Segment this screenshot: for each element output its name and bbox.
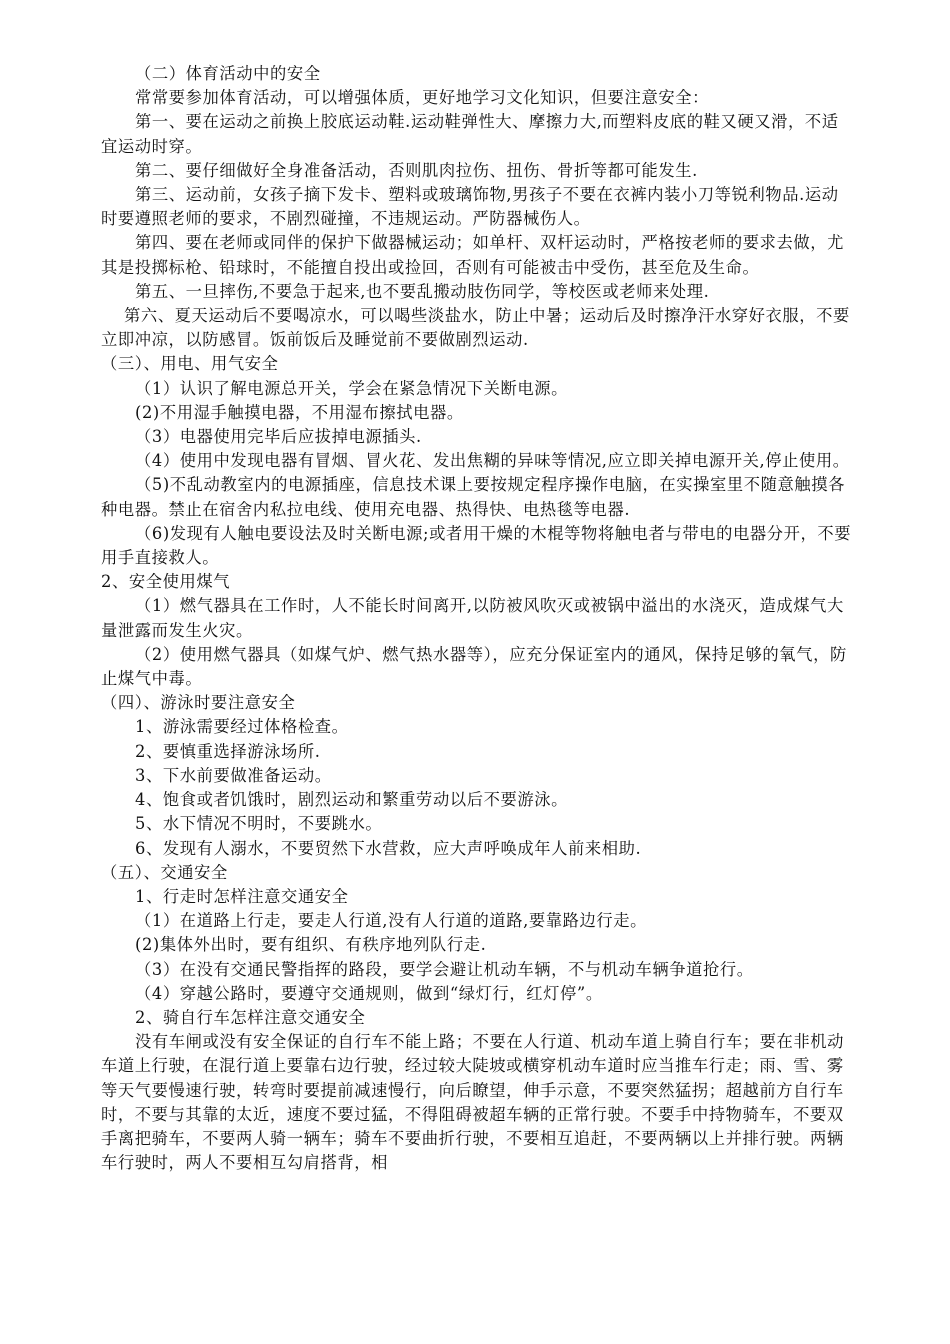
paragraph: （1）燃气器具在工作时，人不能长时间离开,以防被风吹灭或被锅中溢出的水浇灭，造成煤气大量泄露而发生火灾。	[101, 596, 844, 640]
paragraph: （2）使用燃气器具（如煤气炉、燃气热水器等），应充分保证室内的通风，保持足够的氧气，防止煤气中毒。	[101, 644, 847, 689]
paragraph: 第二、要仔细做好全身准备活动，否则肌肉拉伤、扭伤、骨折等都可能发生.	[135, 160, 698, 180]
paragraph: 2、安全使用煤气	[101, 572, 231, 592]
paragraph: 1、游泳需要经过体格检查。	[135, 717, 349, 737]
paragraph: 常常要参加体育活动，可以增强体质，更好地学习文化知识，但要注意安全：	[135, 88, 709, 108]
document-body	[101, 62, 853, 1175]
paragraph: 没有车闸或没有安全保证的自行车不能上路；不要在人行道、机动车道上骑自行车；要在非机动车道上行驶，在混行道上要靠右边行驶，经过较大陡坡或横穿机动车道时应当推车行走；雨、雪、雾等天气要慢速行驶，转弯时要提前减速慢行，向后瞭望，伸手示意，不要突然猛拐；超越前方自行车时，不要与其靠的太近，速度不要过猛，不得阻碍被超车辆的正常行驶。不要手中持物骑车，不要双手离把骑车，不要两人骑一辆车；骑车不要曲折行驶，不要相互追赶，不要两辆以上并排行驶。两辆车行驶时，两人不要相互勾肩搭背，相	[101, 1032, 845, 1173]
paragraph: 5、水下情况不明时，不要跳水。	[135, 814, 383, 834]
paragraph: 3、下水前要做准备运动。	[135, 765, 332, 785]
paragraph: （二）体育活动中的安全	[135, 64, 321, 83]
paragraph: 4、饱食或者饥饿时，剧烈运动和繁重劳动以后不要游泳。	[135, 790, 568, 810]
paragraph: 第三、运动前，女孩子摘下发卡、塑料或玻璃饰物,男孩子不要在衣裤内装小刀等锐利物品.运动时要遵照老师的要求，不剧烈碰撞，不违规运动。严防器械伤人。	[101, 185, 839, 229]
paragraph: （五）、交通安全	[101, 862, 228, 882]
paragraph: （4）使用中发现电器有冒烟、冒火花、发出焦糊的异味等情况,应立即关掉电源开关,停止使用。	[135, 451, 850, 471]
paragraph: 6、发现有人溺水，不要贸然下水营救，应大声呼唤成年人前来相助.	[135, 838, 642, 858]
paragraph: （1）认识了解电源总开关，学会在紧急情况下关断电源。	[135, 378, 568, 398]
paragraph: （3）电器使用完毕后应拔掉电源插头.	[135, 427, 422, 447]
paragraph: 第六、夏天运动后不要喝凉水，可以喝些淡盐水，防止中暑；运动后及时擦净汗水穿好衣服，不要立即冲凉，以防感冒。饭前饭后及睡觉前不要做剧烈运动.	[101, 306, 850, 350]
paragraph: 2、要慎重选择游泳场所.	[135, 741, 321, 761]
paragraph: 2、骑自行车怎样注意交通安全	[135, 1007, 366, 1027]
paragraph: （4）穿越公路时，要遵守交通规则，做到“绿灯行，红灯停”。	[135, 983, 603, 1003]
paragraph: 第五、一旦摔伤,不要急于起来,也不要乱搬动肢伤同学，等校医或老师来处理.	[135, 281, 710, 301]
paragraph: （6)发现有人触电要设法及时关断电源;或者用干燥的木棍等物将触电者与带电的电器分开，不要用手直接救人。	[101, 523, 852, 568]
paragraph: (2)集体外出时，要有组织、有秩序地列队行走.	[135, 935, 487, 955]
paragraph: （3）在没有交通民警指挥的路段，要学会避让机动车辆，不与机动车辆争道抢行。	[135, 959, 754, 979]
paragraph: 第一、要在运动之前换上胶底运动鞋.运动鞋弹性大、摩擦力大,而塑料皮底的鞋又硬又滑，不适宜运动时穿。	[101, 112, 839, 156]
paragraph: （三）、用电、用气安全	[101, 354, 279, 374]
paragraph: （5)不乱动教室内的电源插座，信息技术课上要按规定程序操作电脑，在实操室里不随意触摸各种电器。禁止在宿舍内私拉电线、使用充电器、热得快、电热毯等电器.	[101, 475, 846, 519]
paragraph: （1）在道路上行走，要走人行道,没有人行道的道路,要靠路边行走。	[135, 911, 648, 931]
paragraph: （四）、游泳时要注意安全	[101, 693, 296, 713]
paragraph: (2)不用湿手触摸电器，不用湿布擦拭电器。	[135, 402, 464, 422]
paragraph: 第四、要在老师或同伴的保护下做器械运动；如单杆、双杆运动时，严格按老师的要求去做，尤其是投掷标枪、铅球时，不能擅自投出或捡回，否则有可能被击中受伤，甚至危及生命。	[101, 233, 845, 277]
paragraph: 1、行走时怎样注意交通安全	[135, 886, 349, 906]
